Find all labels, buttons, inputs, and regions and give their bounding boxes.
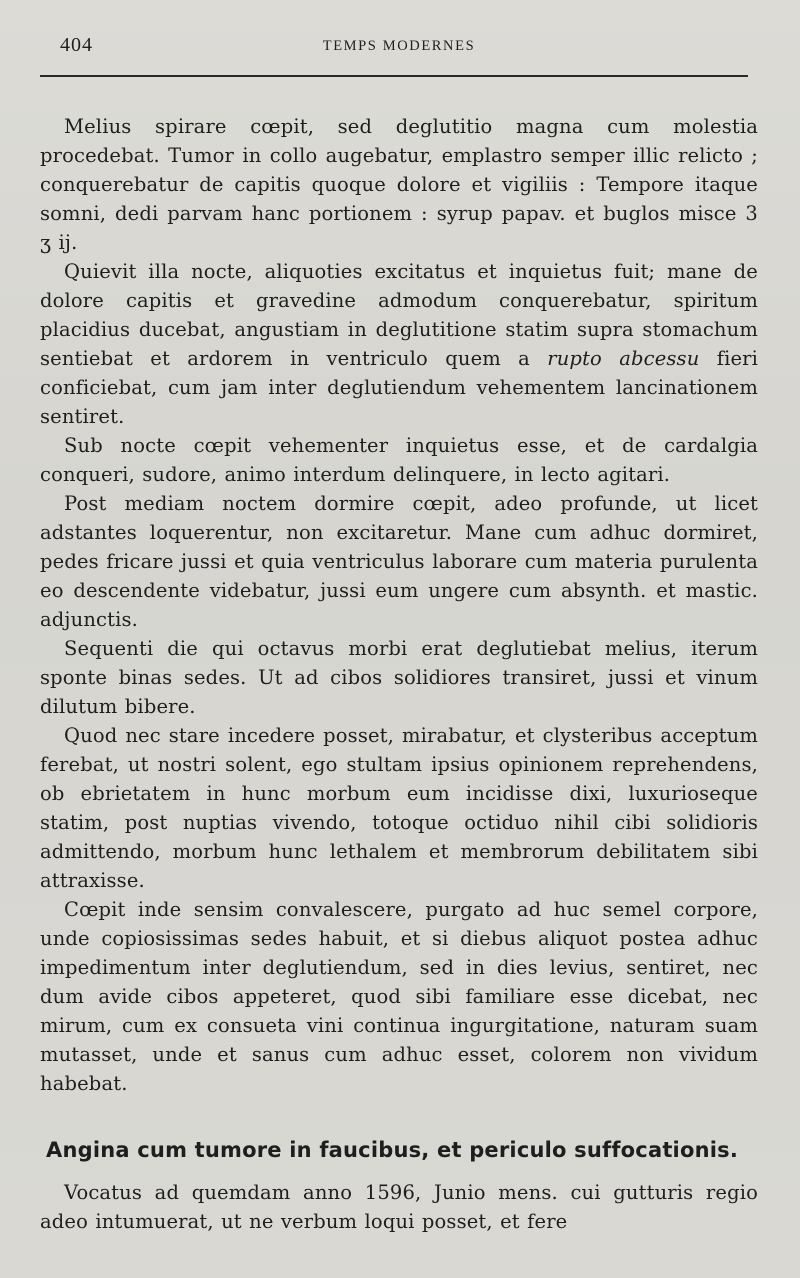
paragraph-text: fieri conficiebat, cum jam inter deglutiendum vehementem lancinationem sentiret. <box>40 347 759 428</box>
paragraph <box>40 257 758 431</box>
paragraph: Sequenti die qui octavus morbi erat deglutiebat melius, iterum sponte binas sedes. Ut ad cibos solidiores transiret, jussi et vinum dilutum bibere. <box>40 637 758 718</box>
italic-phrase: rupto abcessu <box>547 347 700 370</box>
page-number: 404 <box>60 34 93 56</box>
section-body <box>40 1178 758 1236</box>
paragraph: Sub nocte cœpit vehementer inquietus esse, et de cardalgia conqueri, sudore, animo interdum delinquere, in lecto agitari. <box>40 434 758 486</box>
header-rule <box>40 75 748 77</box>
paragraph-text: Quievit illa nocte, aliquoties excitatus et inquietus fuit; mane de dolore capitis et gravedine admodum conquerebatur, spiritum placidius ducebat, angustiam in deglutitione statim supra stomachum sentiebat et ardorem in ventriculo quem a <box>40 260 758 370</box>
body-text <box>40 112 758 1098</box>
section-heading: Angina cum tumore in faucibus, et periculo suffocationis. <box>46 1138 739 1162</box>
paragraph: Post mediam noctem dormire cœpit, adeo profunde, ut licet adstantes loquerentur, non excitaretur. Mane cum adhuc dormiret, pedes fricare jussi et quia ventriculus laborare cum materia purulenta eo descendente videbatur, jussi eum ungere cum absynth. et mastic. adjunctis. <box>40 492 758 631</box>
paragraph: Cœpit inde sensim convalescere, purgato ad huc semel corpore, unde copiosissimas sedes habuit, et si diebus aliquot postea adhuc impedimentum inter deglutiendum, sed in dies levius, sentiret, nec dum avide cibos appeteret, quod sibi familiare esse dicebat, nec mirum, cum ex consueta vini continua ingurgitatione, naturam suam mutasset, unde et sanus cum adhuc esset, colorem non vividum habebat. <box>40 898 758 1095</box>
running-title: TEMPS MODERNES <box>322 38 476 54</box>
paragraph: Vocatus ad quemdam anno 1596, Junio mens. cui gutturis regio adeo intumuerat, ut ne verbum loqui posset, et fere <box>40 1181 758 1233</box>
paragraph: Quod nec stare incedere posset, mirabatur, et clysteribus acceptum ferebat, ut nostri solent, ego stultam ipsius opinionem reprehendens, ob ebrietatem in hunc morbum eum incidisse dixi, luxurioseque statim, post nuptias vivendo, totoque octiduo nihil cibi solidioris admittendo, morbum hunc lethalem et membrorum debilitatem sibi attraxisse. <box>40 724 758 892</box>
running-head <box>40 30 758 62</box>
paragraph: Melius spirare cœpit, sed deglutitio magna cum molestia procedebat. Tumor in collo augebatur, emplastro semper illic relicto ; conquerebatur de capitis quoque dolore et vigiliis : Tempore itaque somni, dedi parvam hanc portionem : syrup papav. et buglos misce 3 ʒ ij. <box>40 115 758 254</box>
